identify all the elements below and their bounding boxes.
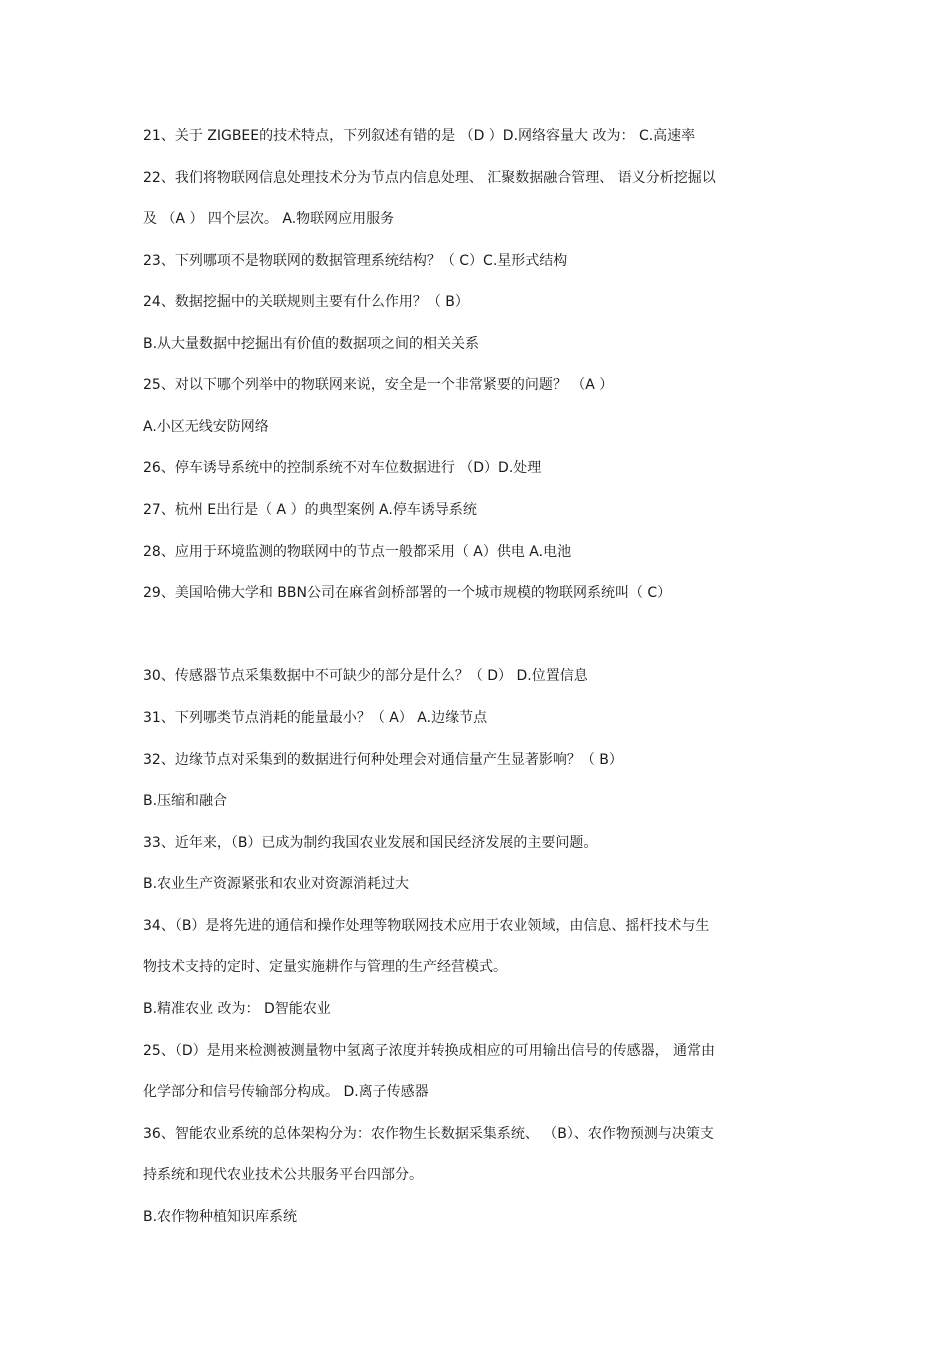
answer-32-line: B.压缩和融合	[143, 793, 228, 809]
answer-33-line: B.农业生产资源紧张和农业对资源消耗过大	[143, 876, 410, 892]
question-30-line: 30、传感器节点采集数据中不可缺少的部分是什么？（ D） D.位置信息	[143, 668, 588, 684]
question-35-line-2: 化学部分和信号传输部分构成。 D.离子传感器	[143, 1084, 429, 1100]
question-27-line: 27、杭州 E出行是（ A ）的典型案例 A.停车诱导系统	[143, 502, 477, 518]
question-29-line: 29、美国哈佛大学和 BBN公司在麻省剑桥部署的一个城市规模的物联网系统叫（ C）	[143, 585, 672, 601]
question-25-line: 25、对以下哪个列举中的物联网来说，安全是一个非常紧要的问题？ （A ）	[143, 377, 614, 393]
question-21-line: 21、关于 ZIGBEE的技术特点，下列叙述有错的是 （D ）D.网络容量大 改为： C.高速率	[143, 128, 696, 144]
answer-36-line: B.农作物种植知识库系统	[143, 1209, 298, 1225]
answer-24-line: B.从大量数据中挖掘出有价值的数据项之间的相关关系	[143, 336, 480, 352]
question-36-line-2: 持系统和现代农业技术公共服务平台四部分。	[143, 1167, 423, 1183]
question-32-line: 32、边缘节点对采集到的数据进行何种处理会对通信量产生显著影响？（ B）	[143, 752, 623, 768]
question-34-line-2: 物技术支持的定时、定量实施耕作与管理的生产经营模式。	[143, 959, 507, 975]
question-22-line-2: 及 （A ） 四个层次。 A.物联网应用服务	[143, 211, 395, 227]
question-34-line-1: 34、（B）是将先进的通信和操作处理等物联网技术应用于农业领域，由信息、摇杆技术与生	[143, 918, 710, 934]
question-36-line-1: 36、智能农业系统的总体架构分为：农作物生长数据采集系统、 （B）、农作物预测与决策支	[143, 1126, 714, 1142]
answer-25-line: A.小区无线安防网络	[143, 419, 269, 435]
question-22-line-1: 22、我们将物联网信息处理技术分为节点内信息处理、 汇聚数据融合管理、 语义分析挖掘以	[143, 170, 716, 186]
question-24-line: 24、数据挖掘中的关联规则主要有什么作用？（ B）	[143, 294, 469, 310]
question-33-line: 33、近年来，（B）已成为制约我国农业发展和国民经济发展的主要问题。	[143, 835, 598, 851]
answer-34-line: B.精准农业 改为： D智能农业	[143, 1001, 331, 1017]
question-35-line-1: 25、（D）是用来检测被测量物中氢离子浓度并转换成相应的可用输出信号的传感器， 通常由	[143, 1043, 716, 1059]
question-28-line: 28、应用于环境监测的物联网中的节点一般都采用（ A）供电 A.电池	[143, 544, 572, 560]
question-26-line: 26、停车诱导系统中的控制系统不对车位数据进行 （D）D.处理	[143, 460, 542, 476]
question-31-line: 31、下列哪类节点消耗的能量最小？（ A） A.边缘节点	[143, 710, 488, 726]
question-23-line: 23、下列哪项不是物联网的数据管理系统结构？（ C）C.星形式结构	[143, 253, 568, 269]
